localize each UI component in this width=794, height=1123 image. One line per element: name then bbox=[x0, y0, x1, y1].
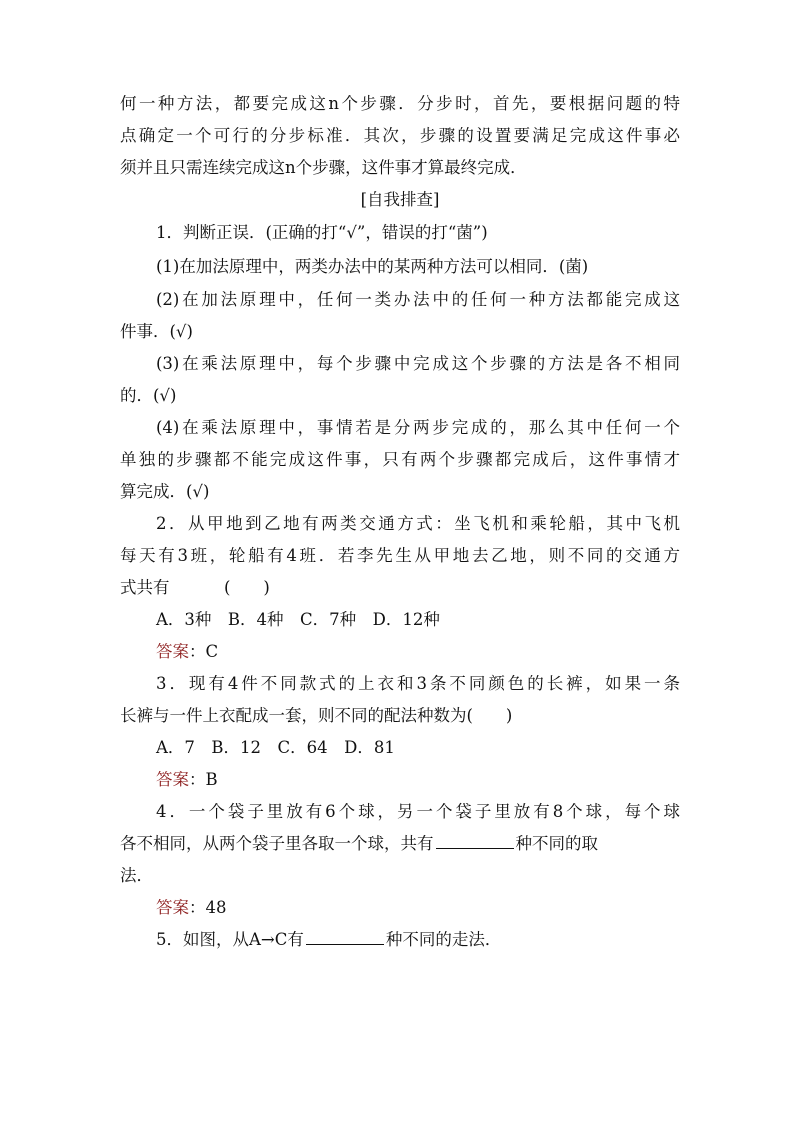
intro-line-1: 何一种方法，都要完成这n个步骤．分步时，首先，要根据问题的特 bbox=[120, 94, 680, 113]
q2-answer-value: ：C bbox=[189, 642, 219, 661]
q5-line bbox=[120, 924, 680, 956]
q2-answer-label: 答案 bbox=[156, 642, 189, 661]
q1-item-2-line-2: 件事．(√) bbox=[120, 322, 193, 341]
q1-item-3-line-1: (3)在乘法原理中，每个步骤中完成这个步骤的方法是各不相同 bbox=[156, 354, 680, 373]
intro-line-2: 点确定一个可行的分步标准．其次，步骤的设置要满足完成这件事必 bbox=[120, 126, 680, 145]
q3-line-2 bbox=[120, 700, 680, 732]
q2-line-2: 每天有3班，轮船有4班．若李先生从甲地去乙地，则不同的交通方 bbox=[120, 546, 680, 565]
q2-paren: ( ) bbox=[224, 578, 270, 597]
q3-line-1: 3．现有4件不同款式的上衣和3条不同颜色的长裤，如果一条 bbox=[156, 674, 680, 693]
q4-line-2-after: 种不同的取 bbox=[515, 834, 598, 853]
intro-line-3: 须并且只需连续完成这n个步骤，这件事才算最终完成． bbox=[120, 158, 527, 177]
q4-answer-value: ：48 bbox=[189, 898, 227, 917]
q4-line-2-before: 各不相同，从两个袋子里各取一个球，共有 bbox=[120, 834, 434, 853]
q1-item-3-line-2: 的．(√) bbox=[120, 386, 177, 405]
q3-line-2-text: 长裤与一件上衣配成一套，则不同的配法种数为 bbox=[120, 706, 467, 725]
q2-line-1: 2．从甲地到乙地有两类交通方式：坐飞机和乘轮船，其中飞机 bbox=[156, 514, 680, 533]
q3-answer bbox=[120, 764, 680, 796]
q3-answer-value: ：B bbox=[189, 770, 218, 789]
q1-item-2-line-1: (2)在加法原理中，任何一类办法中的任何一种方法都能完成这 bbox=[156, 290, 680, 309]
q4-answer-label: 答案 bbox=[156, 898, 189, 917]
q4-line-1: 4．一个袋子里放有6个球，另一个袋子里放有8个球，每个球 bbox=[156, 802, 680, 821]
q1-item-4-line-2: 单独的步骤都不能完成这件事，只有两个步骤都完成后，这件事情才 bbox=[120, 450, 680, 469]
q3-options: A．7 B．12 C．64 D．81 bbox=[156, 738, 395, 757]
q4-blank[interactable] bbox=[436, 830, 514, 849]
q5-after: 种不同的走法． bbox=[385, 930, 502, 949]
q4-answer bbox=[120, 892, 680, 924]
q2-line-3 bbox=[120, 572, 680, 604]
q5-blank[interactable] bbox=[306, 926, 384, 945]
q2-line-3-text: 式共有 bbox=[120, 578, 170, 597]
q1-item-4-line-1: (4)在乘法原理中，事情若是分两步完成的，那么其中任何一个 bbox=[156, 418, 680, 437]
q1-item-4-line-3: 算完成．(√) bbox=[120, 482, 210, 501]
q3-answer-label: 答案 bbox=[156, 770, 189, 789]
q2-answer bbox=[120, 636, 680, 668]
q5-before: 5．如图，从A→C有 bbox=[156, 930, 304, 949]
q4-line-3: 法． bbox=[120, 866, 153, 885]
q4-line-2 bbox=[120, 828, 680, 860]
q2-options: A．3种 B．4种 C．7种 D．12种 bbox=[156, 610, 440, 629]
q1-stem: 1．判断正误．(正确的打“√”，错误的打“菌”) bbox=[156, 223, 488, 242]
q3-paren: ( ) bbox=[466, 706, 513, 725]
q1-item-1: (1)在加法原理中，两类办法中的某两种方法可以相同．(菌) bbox=[156, 257, 589, 276]
section-title: [自我排查] bbox=[360, 190, 440, 209]
document-content bbox=[120, 88, 680, 956]
